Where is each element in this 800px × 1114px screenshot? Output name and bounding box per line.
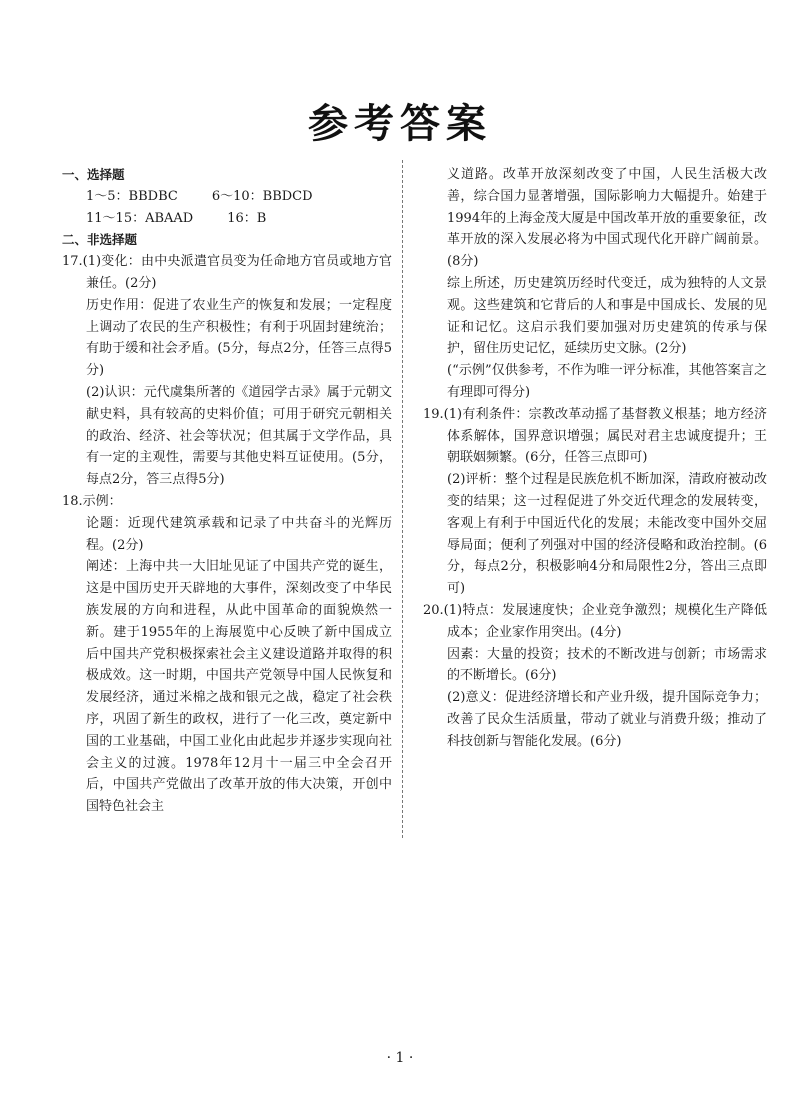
section-choice-heading: 一、选择题 bbox=[62, 167, 125, 182]
choice-answers-1-5: 1～5：BBDBC bbox=[86, 188, 178, 204]
choice-answer-16: 16：B bbox=[227, 210, 267, 226]
page-number: · 1 · bbox=[386, 1050, 414, 1066]
page-title: 参考答案 bbox=[308, 101, 492, 147]
q18-heading: 18.示例： bbox=[62, 493, 122, 509]
q18-argument: 阐述：上海中共一大旧址见证了中国共产党的诞生，这是中国历史开天辟地的大事件，深刻改变了中华民族发展的方向和进程，从此中国革命的面貌焕然一新。建于1955年的上海展览中心反映了新中国成立后中国共产党积极探索社会主义建设道路并取得的积极成效。这一时期，中国共产党领导中国人民恢复和发展经济，通过米棉之战和银元之战，稳定了社会秩序，巩固了新生的政权，进行了一化三改，奠定新中国的工业基础，中国工业化由此起步并逐步实现向社会主义的过渡。1978年12月十一届三中全会召开后，中国共产党做出了改革开放的伟大决策，开创中国特色社会主 bbox=[86, 559, 392, 815]
q18-note: (“示例”仅供参考，不作为唯一评分标准，其他答案言之有理即可得分) bbox=[447, 363, 767, 400]
q20-part1: 20.(1)特点：发展速度快；企业竞争激烈；规模化生产降低成本；企业家作用突出。(4分) bbox=[423, 602, 767, 640]
right-column bbox=[423, 164, 767, 753]
q18-argument-continued: 义道路。改革开放深刻改变了中国，人民生活极大改善，综合国力显著增强，国际影响力大幅提升。始建于1994年的上海金茂大厦是中国改革开放的重要象征，改革开放的深入发展必将为中国式现代化开辟广阔前景。(8分) bbox=[447, 167, 767, 270]
left-column bbox=[62, 164, 392, 818]
q18-conclusion: 综上所述，历史建筑历经时代变迁，成为独特的人文景观。这些建筑和它背后的人和事是中国成长、发展的见证和记忆。这启示我们要加强对历史建筑的传承与保护，留住历史记忆，延续历史文脉。(2分) bbox=[447, 275, 767, 357]
q19-part1: 19.(1)有利条件：宗教改革动摇了基督教义根基；地方经济体系解体，国界意识增强；属民对君主忠诚度提升；王朝联姻频繁。(6分，任答三点即可) bbox=[423, 406, 767, 466]
q20-part2: (2)意义：促进经济增长和产业升级，提升国际竞争力；改善了民众生活质量，带动了就业与消费升级；推动了科技创新与智能化发展。(6分) bbox=[447, 690, 767, 749]
q20-factors: 因素：大量的投资；技术的不断改进与创新；市场需求的不断增长。(6分) bbox=[447, 646, 767, 684]
choice-answers-row-1 bbox=[62, 186, 392, 208]
choice-answers-row-2 bbox=[62, 208, 392, 230]
q19-part2: (2)评析：整个过程是民族危机不断加深，清政府被动改变的结果；这一过程促进了外交近代理念的发展转变，客观上有利于中国近代化的发展；未能改变中国外交屈辱局面；便利了列强对中国的经济侵略和政治控制。(6分，每点2分，积极影响4分和局限性2分，答出三点即可) bbox=[447, 472, 767, 597]
column-divider bbox=[402, 160, 403, 838]
section-nonchoice-heading: 二、非选择题 bbox=[62, 232, 138, 248]
choice-answers-6-10: 6～10：BBDCD bbox=[211, 188, 313, 204]
choice-answers-11-15: 11～15：ABAAD bbox=[86, 210, 194, 226]
q17-part2: (2)认识：元代虞集所著的《道园学古录》属于元朝文献史料，具有较高的史料价值；可用于研究元朝相关的政治、经济、社会等状况；但其属于文学作品，具有一定的主观性，需要与其他史料互证使用。(5分，每点2分，答三点得5分) bbox=[86, 384, 392, 488]
q17-part1: 17.(1)变化：由中央派遣官员变为任命地方官员或地方官兼任。(2分) bbox=[62, 254, 392, 291]
q18-thesis: 论题：近现代建筑承载和记录了中共奋斗的光辉历程。(2分) bbox=[86, 515, 392, 553]
q17-historical-role: 历史作用：促进了农业生产的恢复和发展；一定程度上调动了农民的生产积极性；有利于巩固封建统治；有助于缓和社会矛盾。(5分，每点2分，任答三点得5分) bbox=[86, 297, 392, 379]
